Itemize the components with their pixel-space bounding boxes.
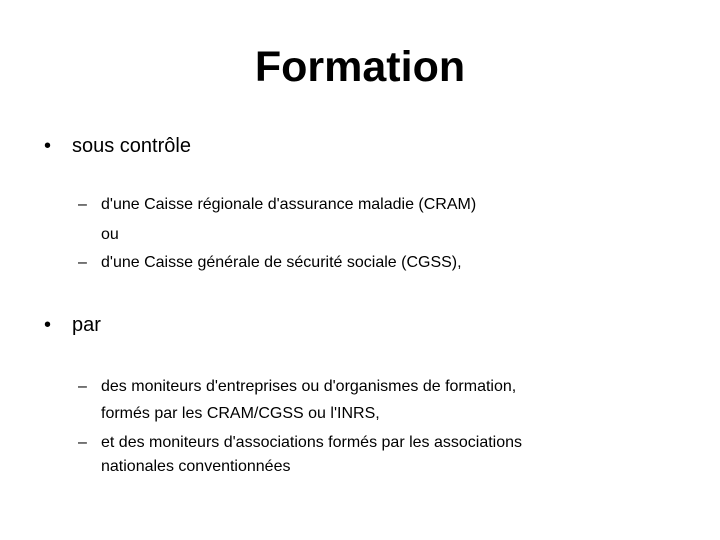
bullet-text: par — [72, 314, 101, 336]
sub-item-text: et des moniteurs d'associations formés par les associations — [101, 434, 523, 451]
bullet-marker: • — [44, 135, 52, 157]
sub-item-moniteurs-associations — [78, 433, 522, 453]
dash-marker: – — [78, 434, 87, 451]
dash-marker: – — [78, 254, 87, 271]
sub-item-text: nationales conventionnées — [101, 458, 291, 475]
sub-item-ou — [101, 225, 119, 245]
sub-item-text: des moniteurs d'entreprises ou d'organismes de formation, — [101, 378, 517, 395]
sub-item-moniteurs-entreprises — [78, 377, 516, 397]
bullet-marker: • — [44, 314, 52, 336]
bullet-text: sous contrôle — [72, 135, 191, 157]
sub-item-continuation — [101, 457, 290, 477]
sub-item-text: ou — [101, 226, 119, 243]
sub-item-text: formés par les CRAM/CGSS ou l'INRS, — [101, 405, 380, 422]
sub-item-cram — [78, 195, 476, 215]
dash-marker: – — [78, 378, 87, 395]
slide-title: Formation — [254, 43, 466, 91]
bullet-sous-controle — [44, 134, 191, 158]
sub-item-cgss — [78, 253, 462, 273]
bullet-par — [44, 313, 101, 337]
sub-item-continuation — [101, 404, 380, 424]
sub-item-text: d'une Caisse régionale d'assurance maladie (CRAM) — [101, 196, 477, 213]
dash-marker: – — [78, 196, 87, 213]
sub-item-text: d'une Caisse générale de sécurité sociale (CGSS), — [101, 254, 462, 271]
